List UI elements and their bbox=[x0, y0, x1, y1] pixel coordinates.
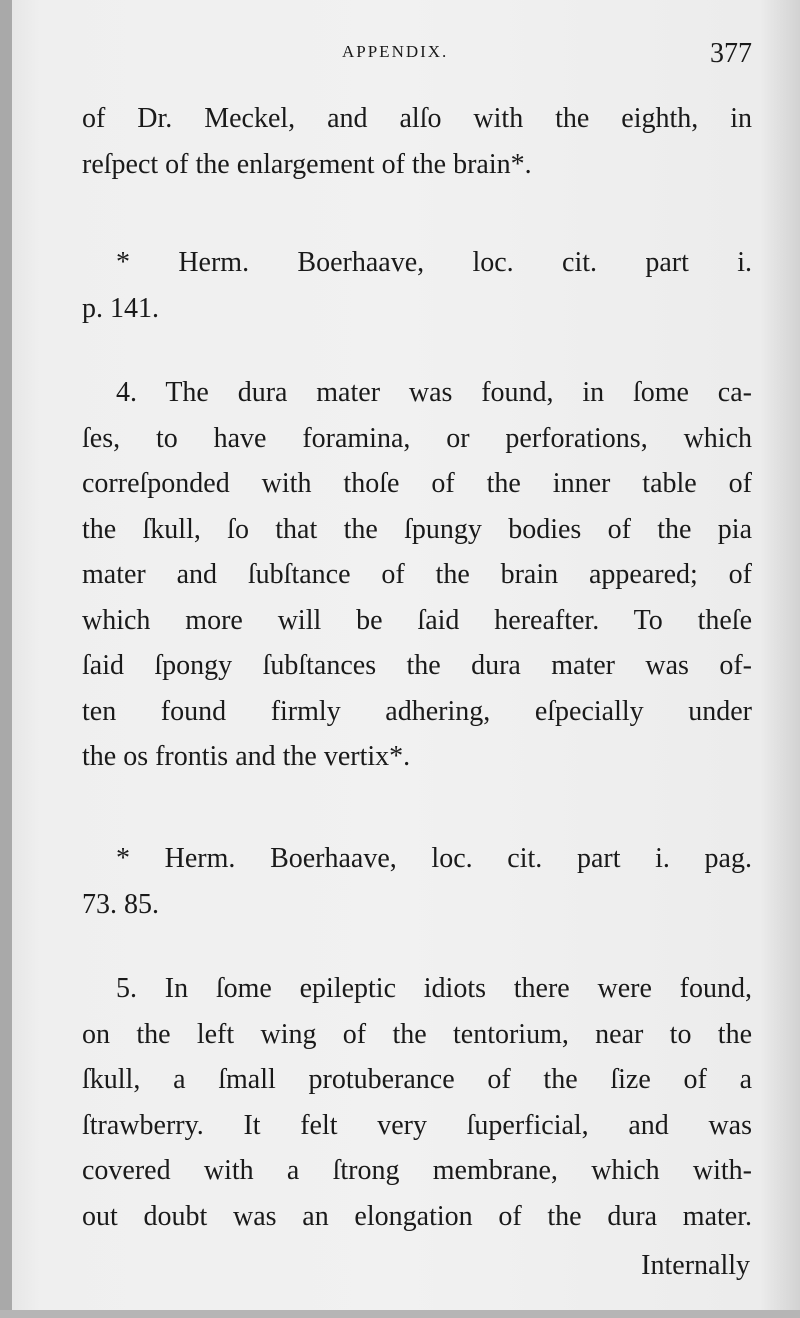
text-line: reſpect of the enlargement of the brain*. bbox=[82, 148, 532, 180]
footnote-line: p. 141. bbox=[82, 292, 159, 324]
footnote-line: * Herm. Boerhaave, loc. cit. part i. pag. bbox=[116, 843, 752, 874]
running-head: APPENDIX. bbox=[342, 42, 449, 61]
text-line: ten found firmly adhering, eſpecially under bbox=[82, 695, 752, 727]
paragraph-continuation bbox=[82, 96, 752, 187]
text-line: the ſkull, ſo that the ſpungy bodies of the pia bbox=[82, 513, 752, 545]
text-line: ſes, to have foramina, or perforations, which bbox=[82, 422, 752, 454]
catchword: Internally bbox=[641, 1250, 750, 1281]
page-number: 377 bbox=[710, 38, 752, 69]
text-line: which more will be ſaid hereafter. To theſe bbox=[82, 604, 752, 636]
footnote-line: * Herm. Boerhaave, loc. cit. part i. bbox=[116, 247, 752, 278]
text-line: ſaid ſpongy ſubſtances the dura mater was of- bbox=[82, 650, 752, 681]
text-line: on the left wing of the tentorium, near to the bbox=[82, 1018, 752, 1050]
paragraph-4 bbox=[82, 370, 752, 780]
text-line: 5. In ſome epileptic idiots there were found, bbox=[116, 973, 752, 1004]
text-line: 4. The dura mater was found, in ſome ca- bbox=[116, 377, 752, 408]
text-line: correſponded with thoſe of the inner table of bbox=[82, 468, 752, 499]
footnote-1 bbox=[82, 240, 752, 331]
page-bottom-edge bbox=[0, 1310, 800, 1318]
text-line: the os frontis and the vertix*. bbox=[82, 741, 411, 772]
text-line: ſkull, a ſmall protuberance of the ſize of a bbox=[82, 1064, 752, 1095]
page-header bbox=[80, 38, 752, 78]
text-line: of Dr. Meckel, and alſo with the eighth, in bbox=[82, 103, 752, 134]
text-line: covered with a ſtrong membrane, which with- bbox=[82, 1155, 752, 1186]
paragraph-5 bbox=[82, 966, 752, 1239]
text-line: mater and ſubſtance of the brain appeared; of bbox=[82, 559, 752, 590]
text-line: out doubt was an elongation of the dura mater. bbox=[82, 1200, 752, 1232]
footnote-2 bbox=[82, 836, 752, 927]
text-line: ſtrawberry. It felt very ſuperficial, and was bbox=[82, 1109, 752, 1141]
page-gutter-shadow bbox=[0, 0, 12, 1318]
footnote-line: 73. 85. bbox=[82, 888, 159, 920]
